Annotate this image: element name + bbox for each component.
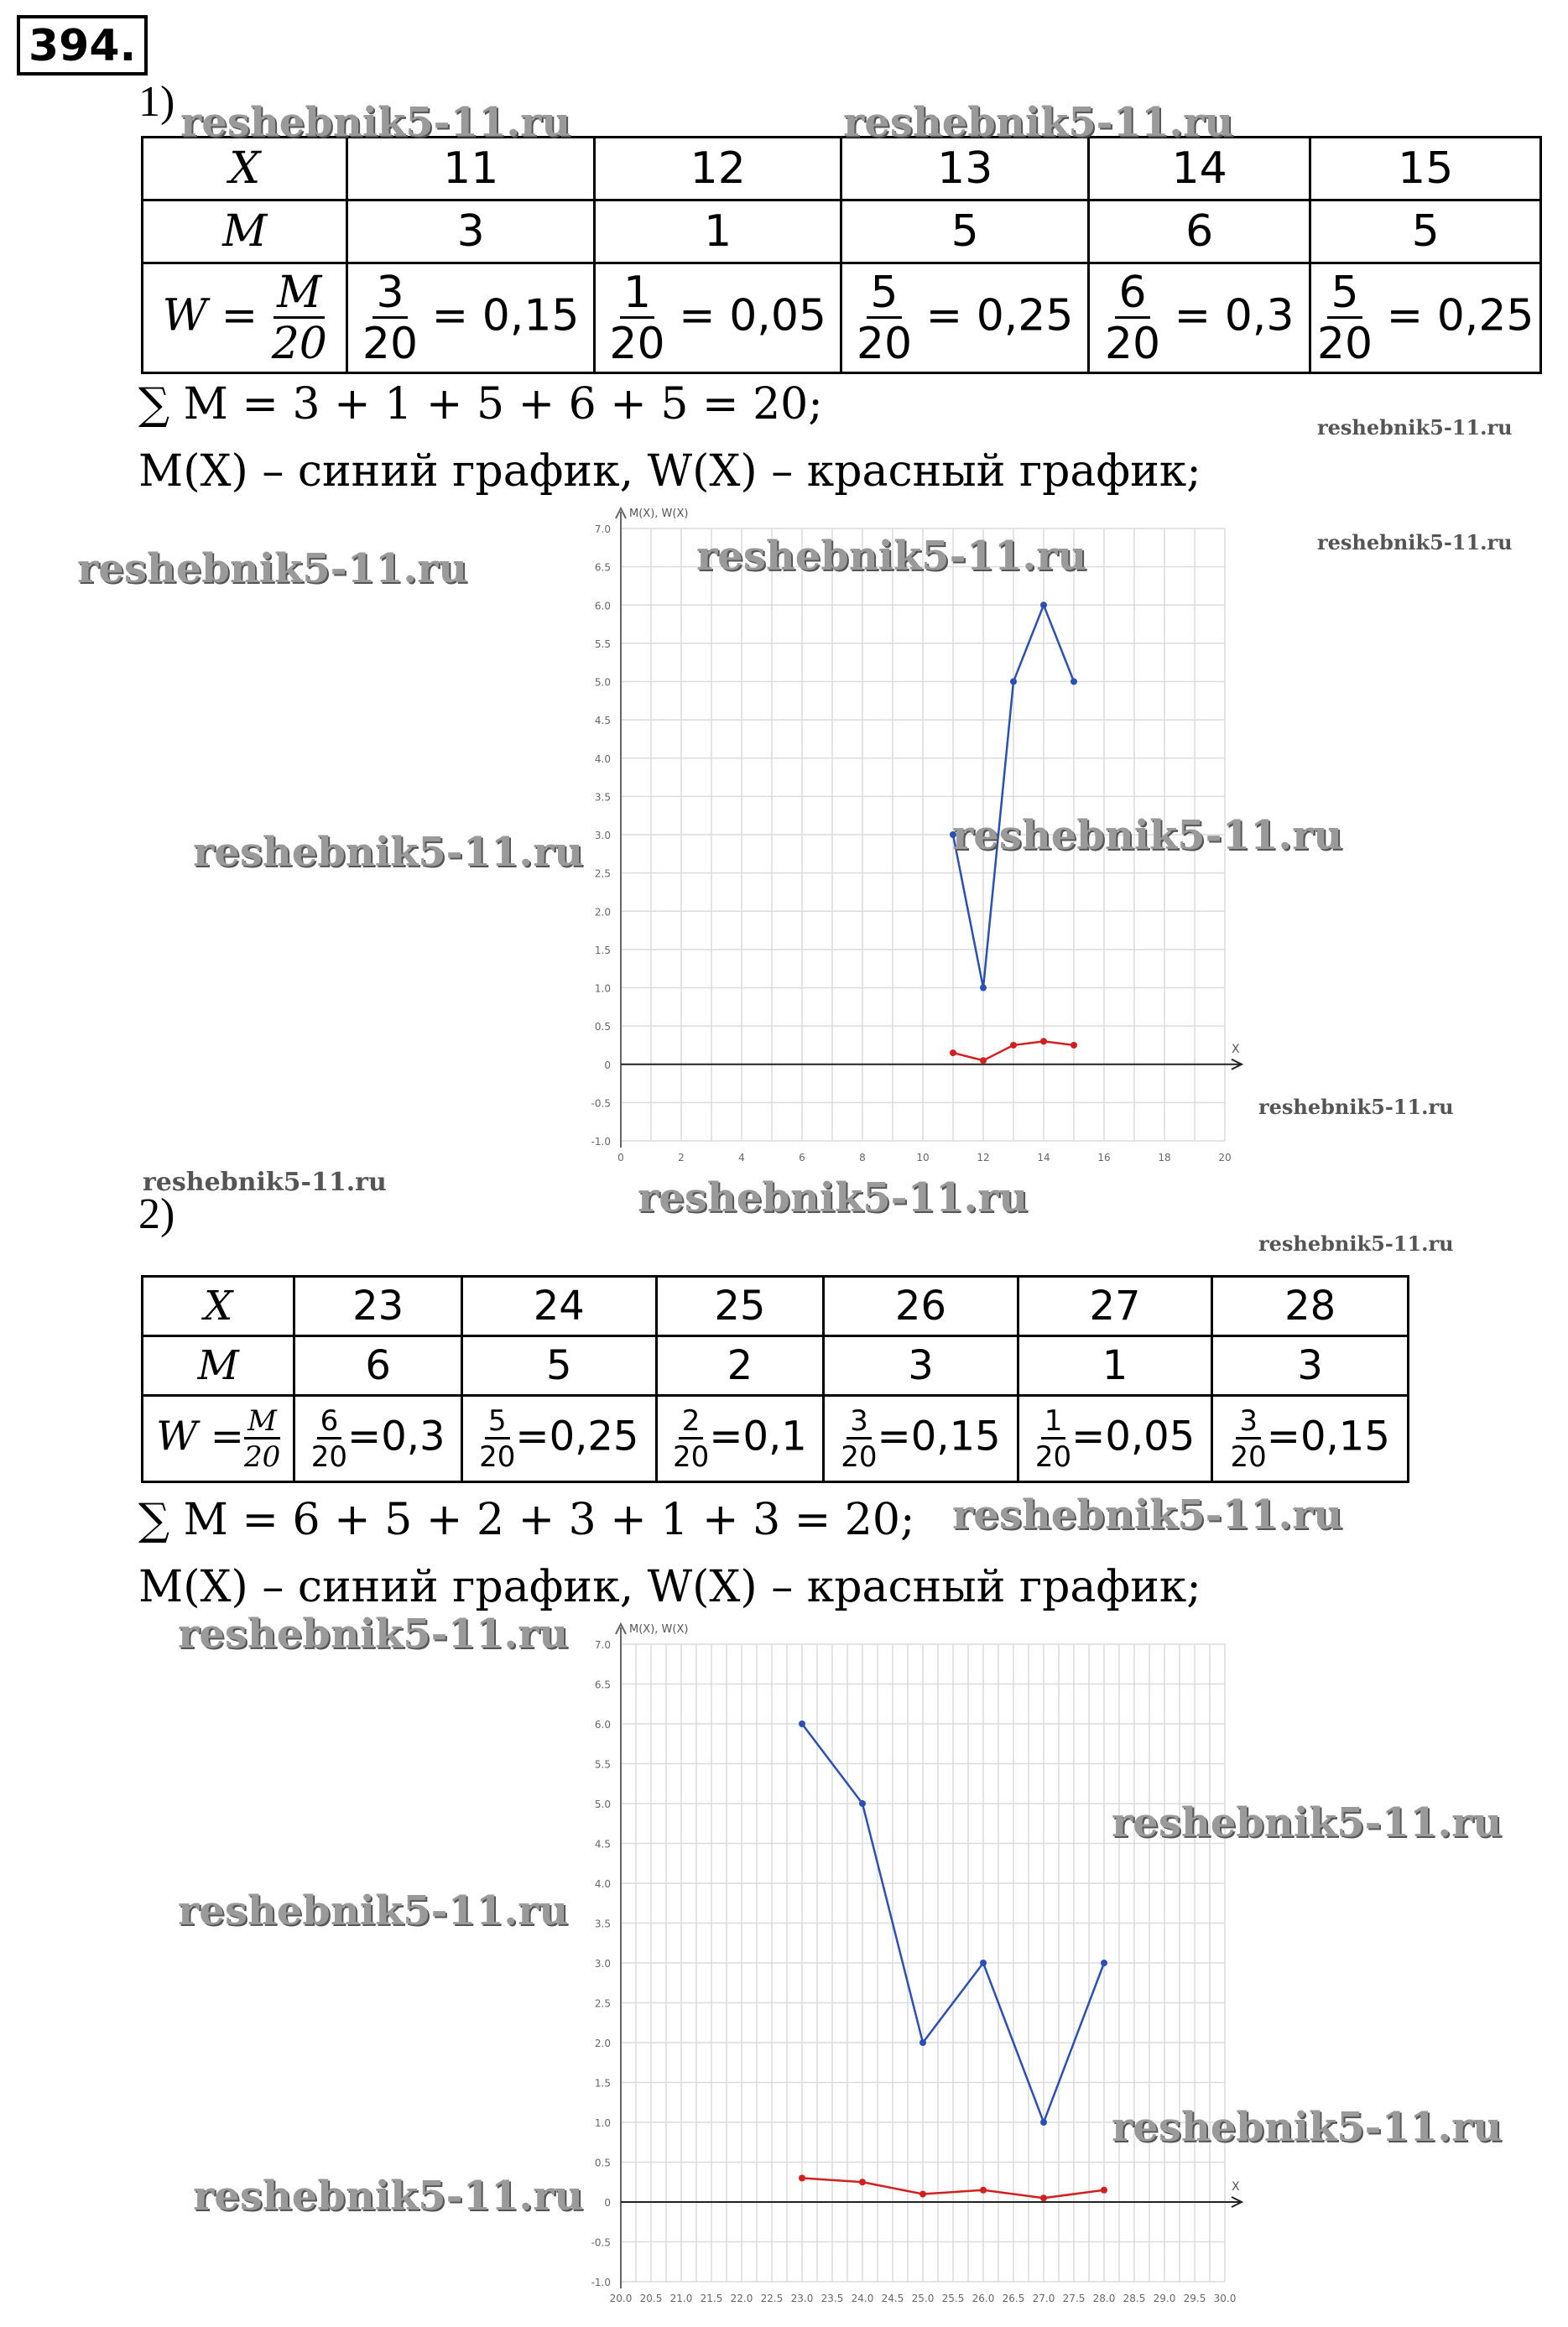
part2-x-cell: 28 [1212,1277,1409,1336]
x-tick-label: 10 [916,1152,930,1164]
part1-w-cell: $\frac{5}{20}$ = 0,25 [1310,263,1541,373]
data-point [799,1721,805,1727]
x-tick-label: 16 [1097,1152,1111,1164]
watermark: reshebnik5-11.ru [638,1174,1029,1221]
watermark: reshebnik5-11.ru [952,1491,1343,1538]
data-point [919,2039,926,2046]
watermark: reshebnik5-11.ru [696,533,1087,580]
x-tick-label: 8 [859,1152,866,1164]
y-tick-label: 5.5 [594,1758,611,1771]
w-label: W = [162,290,258,341]
part2-x-header: X [143,1277,294,1336]
y-tick-label: -0.5 [591,2236,611,2249]
x-tick-label: 29.5 [1183,2293,1206,2304]
part1-m-cell: 5 [1310,200,1541,263]
data-point [859,1800,866,1807]
part2-label: 2) [138,1190,175,1238]
data-point [1040,2119,1047,2126]
x-tick-label: 12 [977,1152,990,1164]
part1-w-cell: $\frac{1}{20}$ = 0,05 [594,263,841,373]
y-tick-label: 1.5 [594,944,611,956]
data-point [980,985,987,992]
y-tick-label: 6.0 [594,600,611,612]
x-tick-label: 21.0 [669,2293,693,2304]
x-tick-label: 24.0 [851,2293,874,2304]
part1-m-cell: 6 [1088,200,1310,263]
y-tick-label: 5.0 [594,1799,611,1810]
y-tick-label: 1.0 [594,2117,611,2129]
data-point [1040,601,1047,608]
part2-x-cell: 25 [656,1277,824,1336]
part1-x-cell: 13 [841,138,1088,200]
part1-x-cell: 12 [594,138,841,200]
watermark: reshebnik5-11.ru [193,2173,584,2220]
data-point [1101,2187,1107,2194]
x-tick-label: 25.5 [941,2293,965,2304]
x-tick-label: 27.0 [1032,2293,1055,2304]
y-tick-label: 4.5 [594,1838,611,1851]
x-tick-label: 26.0 [972,2293,995,2304]
x-tick-label: 28.0 [1092,2293,1116,2304]
part1-sum-line: ∑ M = 3 + 1 + 5 + 6 + 5 = 20; [138,379,823,429]
part1-x-header: X [143,138,347,200]
x-tick-label: 23.5 [820,2293,844,2304]
y-tick-label: 7.0 [594,523,611,535]
part1-m-cell: 3 [347,200,594,263]
watermark: reshebnik5-11.ru [178,1887,569,1934]
y-tick-label: 3.0 [594,1958,611,1970]
x-axis-title: X [1232,1042,1240,1056]
watermark: reshebnik5-11.ru [77,545,468,592]
y-tick-label: -1.0 [591,1136,611,1148]
data-point [1040,1038,1047,1044]
data-point [1071,1042,1077,1049]
part2-w-cell: $\frac{2}{20}$ =0,1 [656,1396,824,1482]
y-tick-label: 6.5 [594,561,611,574]
part2-sum-line: ∑ M = 6 + 5 + 2 + 3 + 1 + 3 = 20; [138,1495,915,1545]
data-point [980,1960,987,1966]
watermark: reshebnik5-11.ru [1317,530,1513,554]
x-tick-label: 22.0 [730,2293,753,2304]
part1-legend-line: M(X) – синий график, W(X) – красный график; [138,446,1201,497]
data-point [980,2187,987,2194]
part2-w-cell: $\frac{3}{20}$ =0,15 [1212,1396,1409,1482]
y-tick-label: 6.0 [594,1719,611,1731]
part2-m-cell: 3 [1212,1336,1409,1396]
watermark: reshebnik5-11.ru [193,829,584,876]
y-tick-label: 3.5 [594,791,611,804]
part2-row-m [143,1336,1409,1396]
data-point [1040,2194,1047,2201]
y-tick-label: 0.5 [594,1021,611,1033]
watermark: reshebnik5-11.ru [178,1611,569,1658]
y-tick-label: 6.5 [594,1679,611,1691]
part1-table [141,136,1542,374]
part1-row-w [143,263,1541,373]
part1-m-cell: 5 [841,200,1088,263]
part2-m-cell: 2 [656,1336,824,1396]
y-tick-label: 5.0 [594,676,611,689]
y-tick-label: 2.0 [594,906,611,919]
y-tick-label: 4.0 [594,1878,611,1890]
x-tick-label: 4 [738,1152,745,1164]
data-point [1010,1042,1017,1049]
data-point [1071,679,1077,685]
y-axis-title: M(X), W(X) [629,508,689,520]
part1-w-cell: $\frac{5}{20}$ = 0,25 [841,263,1088,373]
x-tick-label: 30.0 [1213,2293,1237,2304]
part2-row-w [143,1396,1409,1482]
part2-m-cell: 5 [461,1336,656,1396]
part2-x-cell: 23 [294,1277,462,1336]
data-point [1010,679,1017,685]
data-point [859,2179,866,2185]
x-tick-label: 14 [1037,1152,1050,1164]
part2-m-header: M [143,1336,294,1396]
y-tick-label: 4.5 [594,715,611,727]
part1-row-x [143,138,1541,200]
y-tick-label: 7.0 [594,1639,611,1651]
x-tick-label: 28.5 [1123,2293,1146,2304]
y-tick-label: 2.0 [594,2038,611,2049]
part1-m-cell: 1 [594,200,841,263]
part2-w-cell: $\frac{5}{20}$ =0,25 [461,1396,656,1482]
part2-w-header [143,1396,294,1482]
y-tick-label: 1.0 [594,982,611,995]
x-tick-label: 6 [799,1152,805,1164]
x-tick-label: 21.5 [700,2293,723,2304]
watermark: reshebnik5-11.ru [180,99,571,146]
data-point [1101,1960,1107,1966]
part2-m-cell: 3 [824,1336,1018,1396]
y-tick-label: 3.5 [594,1918,611,1930]
watermark: reshebnik5-11.ru [1258,1231,1454,1256]
watermark: reshebnik5-11.ru [1258,1095,1454,1119]
part2-x-cell: 24 [461,1277,656,1336]
y-tick-label: 0.5 [594,2157,611,2169]
y-tick-label: 3.0 [594,830,611,841]
part1-w-header [143,263,347,373]
x-tick-label: 20 [1218,1152,1232,1164]
part2-m-cell: 1 [1018,1336,1212,1396]
y-tick-label: 0 [604,2197,611,2209]
watermark: reshebnik5-11.ru [143,1168,387,1197]
x-tick-label: 25.0 [911,2293,935,2304]
data-point [799,2175,805,2182]
part1-x-cell: 15 [1310,138,1541,200]
y-tick-label: 2.5 [594,867,611,880]
y-tick-label: 0 [604,1059,611,1071]
part2-x-cell: 26 [824,1277,1018,1336]
y-tick-label: 1.5 [594,2077,611,2090]
x-tick-label: 20.0 [609,2293,633,2304]
part1-m-header: M [143,200,347,263]
y-tick-label: -1.0 [591,2277,611,2288]
chart-part2 [537,1611,1275,2315]
part2-w-cell: $\frac{3}{20}$ =0,15 [824,1396,1018,1482]
part2-w-cell: $\frac{6}{20}$ =0,3 [294,1396,462,1482]
x-axis-title: X [1232,2180,1240,2194]
w-label: W = [156,1413,244,1460]
x-tick-label: 22.5 [760,2293,784,2304]
part1-x-cell: 11 [347,138,594,200]
y-axis-title: M(X), W(X) [629,1623,689,1636]
x-tick-label: 0 [617,1152,624,1164]
x-tick-label: 27.5 [1062,2293,1086,2304]
data-point [980,1057,987,1064]
w-fraction: $\frac{M}{20}$ [243,1403,281,1474]
problem-number: 394. [17,15,148,75]
y-tick-label: 2.5 [594,1997,611,2010]
y-tick-label: 5.5 [594,638,611,650]
y-tick-label: 4.0 [594,752,611,765]
y-tick-label: -0.5 [591,1097,611,1110]
x-tick-label: 29.0 [1153,2293,1176,2304]
part2-x-cell: 27 [1018,1277,1212,1336]
part1-w-cell: $\frac{6}{20}$ = 0,3 [1088,263,1310,373]
watermark: reshebnik5-11.ru [1112,1799,1503,1846]
part2-m-cell: 6 [294,1336,462,1396]
data-point [950,1049,956,1056]
w-fraction: $\frac{M}{20}$ [271,267,327,369]
part1-w-cell: $\frac{3}{20}$ = 0,15 [347,263,594,373]
x-tick-label: 2 [678,1152,685,1164]
x-tick-label: 26.5 [1002,2293,1025,2304]
part2-legend-line: M(X) – синий график, W(X) – красный график; [138,1562,1201,1612]
watermark: reshebnik5-11.ru [952,812,1343,859]
part2-w-cell: $\frac{1}{20}$ =0,05 [1018,1396,1212,1482]
x-tick-label: 20.5 [639,2293,663,2304]
watermark: reshebnik5-11.ru [1317,415,1513,440]
data-point [919,2191,926,2198]
watermark: reshebnik5-11.ru [1112,2104,1503,2151]
watermark: reshebnik5-11.ru [843,99,1234,146]
part2-row-x [143,1277,1409,1336]
part2-table [141,1275,1409,1483]
x-tick-label: 23.0 [790,2293,814,2304]
part1-label: 1) [138,78,175,126]
x-tick-label: 18 [1158,1152,1171,1164]
part1-x-cell: 14 [1088,138,1310,200]
part1-row-m [143,200,1541,263]
x-tick-label: 24.5 [881,2293,904,2304]
